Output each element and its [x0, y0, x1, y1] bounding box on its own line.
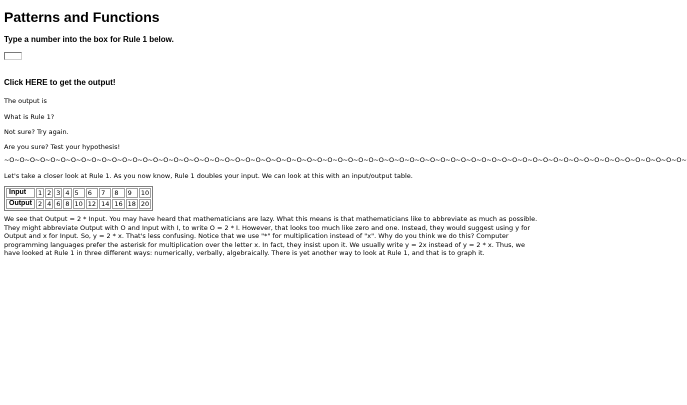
output-cell: 10 — [74, 200, 83, 208]
output-cell: 14 — [101, 200, 110, 208]
not-sure-text: Not sure? Try again. — [4, 128, 69, 136]
input-cell: 4 — [65, 189, 70, 197]
input-cell: 6 — [86, 188, 98, 198]
explanation-paragraph: We see that Output = 2 * Input. You may have heard that mathematicians are lazy. What this means is that mathematicians like to abbreviate as much as possible. They might abbreviate Output with O and Input with I, to write O = 2 * I. However, that looks too much like zero and one. Instead, they would suggest using y for Output and x for Input. So, y = 2 * x. That's less confusing. Notice that we use "*" for multiplication instead of "x". Why do you think we do this? Computer programming languages prefer the asterisk for multiplication over the letter x. In fact, they insist upon it. We usually write y = 2x instead of y = 2 * x. Thus, we have looked at Rule 1 in three different ways: numerically, verbally, algebraically. There is yet another way to look at Rule 1, and that is to graph it. — [4, 215, 538, 258]
input-cell: 1 — [37, 189, 43, 197]
input-row — [6, 188, 151, 198]
input-output-table — [4, 186, 153, 211]
closer-look-text: Let's take a closer look at Rule 1. As you now know, Rule 1 doubles your input. We can look at this with an input/output table. — [4, 172, 413, 180]
output-cell: 2 — [37, 200, 43, 208]
output-cell: 20 — [140, 200, 150, 208]
rule-number-input[interactable] — [4, 52, 22, 60]
instruction-text: Type a number into the box for Rule 1 below. — [4, 35, 174, 44]
output-cell: 8 — [65, 200, 70, 208]
page-title: Patterns and Functions — [4, 9, 160, 25]
output-cell: 16 — [114, 200, 123, 208]
output-header: Output — [6, 199, 35, 209]
input-cell: 7 — [99, 188, 111, 198]
input-cell: 2 — [47, 189, 52, 197]
rule-question: What is Rule 1? — [4, 113, 55, 121]
get-output-link[interactable]: Click HERE to get the output! — [4, 78, 116, 87]
output-text: The output is — [4, 97, 47, 105]
output-cell: 4 — [47, 200, 52, 208]
input-cell: 5 — [73, 188, 85, 198]
input-header: Input — [6, 188, 35, 198]
input-cell: 9 — [126, 188, 138, 198]
output-cell: 12 — [87, 200, 97, 208]
input-cell: 3 — [56, 189, 61, 197]
are-you-sure-text: Are you sure? Test your hypothesis! — [4, 143, 121, 151]
output-row — [6, 199, 151, 209]
output-cell: 6 — [56, 200, 61, 208]
output-cell: 18 — [127, 200, 136, 208]
input-cell: 8 — [112, 188, 124, 198]
input-cell: 10 — [140, 189, 150, 197]
separator-line: ~O~O~O~O~O~O~O~O~O~O~O~O~O~O~O~O~O~O~O~O~O~O~O~O~O~O~O~O~O~O~O~O~O~O~O~O~O~O~O~O~O~O~O~O~O~O~O~O~O~O~O~O~O~O~O~O~O~O~O~O~O~O~O~O~O~O~ — [4, 156, 687, 164]
